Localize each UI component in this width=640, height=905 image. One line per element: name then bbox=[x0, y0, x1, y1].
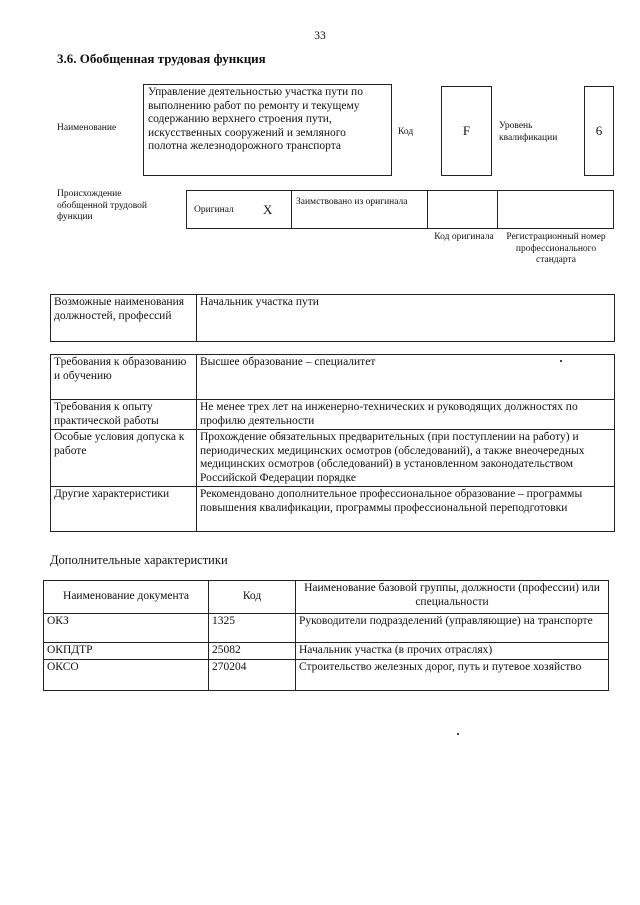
table-row bbox=[44, 643, 609, 660]
naming-value: Управление деятельностью участка пути по выполнению работ по ремонту и текущему содержанию верхнего строения пути, искусственных сооружений и земляного полотна железнодорожного транспорта bbox=[148, 86, 363, 152]
level-label: Уровень квалификации bbox=[499, 121, 558, 143]
requirement-label: Другие характеристики bbox=[51, 487, 197, 532]
section-title: 3.6. Обобщенная трудовая функция bbox=[57, 51, 266, 66]
level-value-box bbox=[584, 86, 614, 176]
row-code: 1325 bbox=[209, 614, 296, 643]
row-doc: ОКПДТР bbox=[44, 643, 209, 660]
row-name: Строительство железных дорог, путь и путевое хозяйство bbox=[296, 659, 609, 690]
requirement-value: Рекомендовано дополнительное профессиональное образование – программы повышения квалификации, программы профессиональной переподготовки bbox=[197, 487, 615, 532]
code-value-box bbox=[441, 86, 492, 176]
scan-speck bbox=[457, 733, 459, 735]
requirements-table bbox=[50, 354, 615, 532]
table-row bbox=[44, 614, 609, 643]
row-doc: ОКЗ bbox=[44, 614, 209, 643]
header-code: Код bbox=[209, 581, 296, 614]
row-code: 25082 bbox=[209, 643, 296, 660]
scan-speck bbox=[560, 360, 562, 362]
positions-row bbox=[51, 295, 615, 342]
positions-table bbox=[50, 294, 615, 342]
origin-box bbox=[186, 190, 614, 229]
header-group-name: Наименование базовой группы, должности (профессии) или специальности bbox=[296, 581, 609, 614]
table-row bbox=[44, 659, 609, 690]
row-name: Руководители подразделений (управляющие) на транспорте bbox=[296, 614, 609, 643]
reg-number-caption: Регистрационный номер профессионального стандарта bbox=[506, 232, 606, 265]
borrowed-label: Заимствовано из оригинала bbox=[296, 197, 408, 207]
naming-value-box bbox=[143, 84, 392, 176]
additional-table bbox=[43, 580, 609, 691]
naming-label: Наименование bbox=[57, 123, 117, 133]
page-number: 33 bbox=[314, 30, 326, 42]
requirement-label: Требования к образованию и обучению bbox=[51, 355, 197, 400]
code-original-caption: Код оригинала bbox=[434, 232, 494, 242]
positions-value: Начальник участка пути bbox=[197, 295, 615, 342]
row-name: Начальник участка (в прочих отраслях) bbox=[296, 643, 609, 660]
additional-heading: Дополнительные характеристики bbox=[50, 553, 228, 567]
header-doc-name: Наименование документа bbox=[44, 581, 209, 614]
table-row bbox=[51, 400, 615, 430]
table-row bbox=[51, 355, 615, 400]
code-label: Код bbox=[398, 127, 414, 137]
row-doc: ОКСО bbox=[44, 659, 209, 690]
level-value: 6 bbox=[595, 123, 603, 138]
table-row bbox=[51, 430, 615, 487]
original-label: Оригинал bbox=[194, 205, 234, 215]
code-value: F bbox=[462, 123, 471, 138]
requirement-value: Прохождение обязательных предварительных (при поступлении на работу) и периодических медицинских осмотров (обследований), а также внеочередных медицинских осмотров (обследований) в установленном законодательством Российской Федерации порядке bbox=[197, 430, 615, 487]
original-mark: X bbox=[263, 202, 273, 217]
table-header-row bbox=[44, 581, 609, 614]
positions-label: Возможные наименования должностей, профессий bbox=[51, 295, 197, 342]
table-row bbox=[51, 487, 615, 532]
row-code: 270204 bbox=[209, 659, 296, 690]
requirement-label: Особые условия допуска к работе bbox=[51, 430, 197, 487]
requirement-label: Требования к опыту практической работы bbox=[51, 400, 197, 430]
origin-label: Происхождение обобщенной трудовой функции bbox=[57, 189, 147, 222]
requirement-value: Высшее образование – специалитет bbox=[197, 355, 615, 400]
requirement-value: Не менее трех лет на инженерно-технических и руководящих должностях по профилю деятельности bbox=[197, 400, 615, 430]
